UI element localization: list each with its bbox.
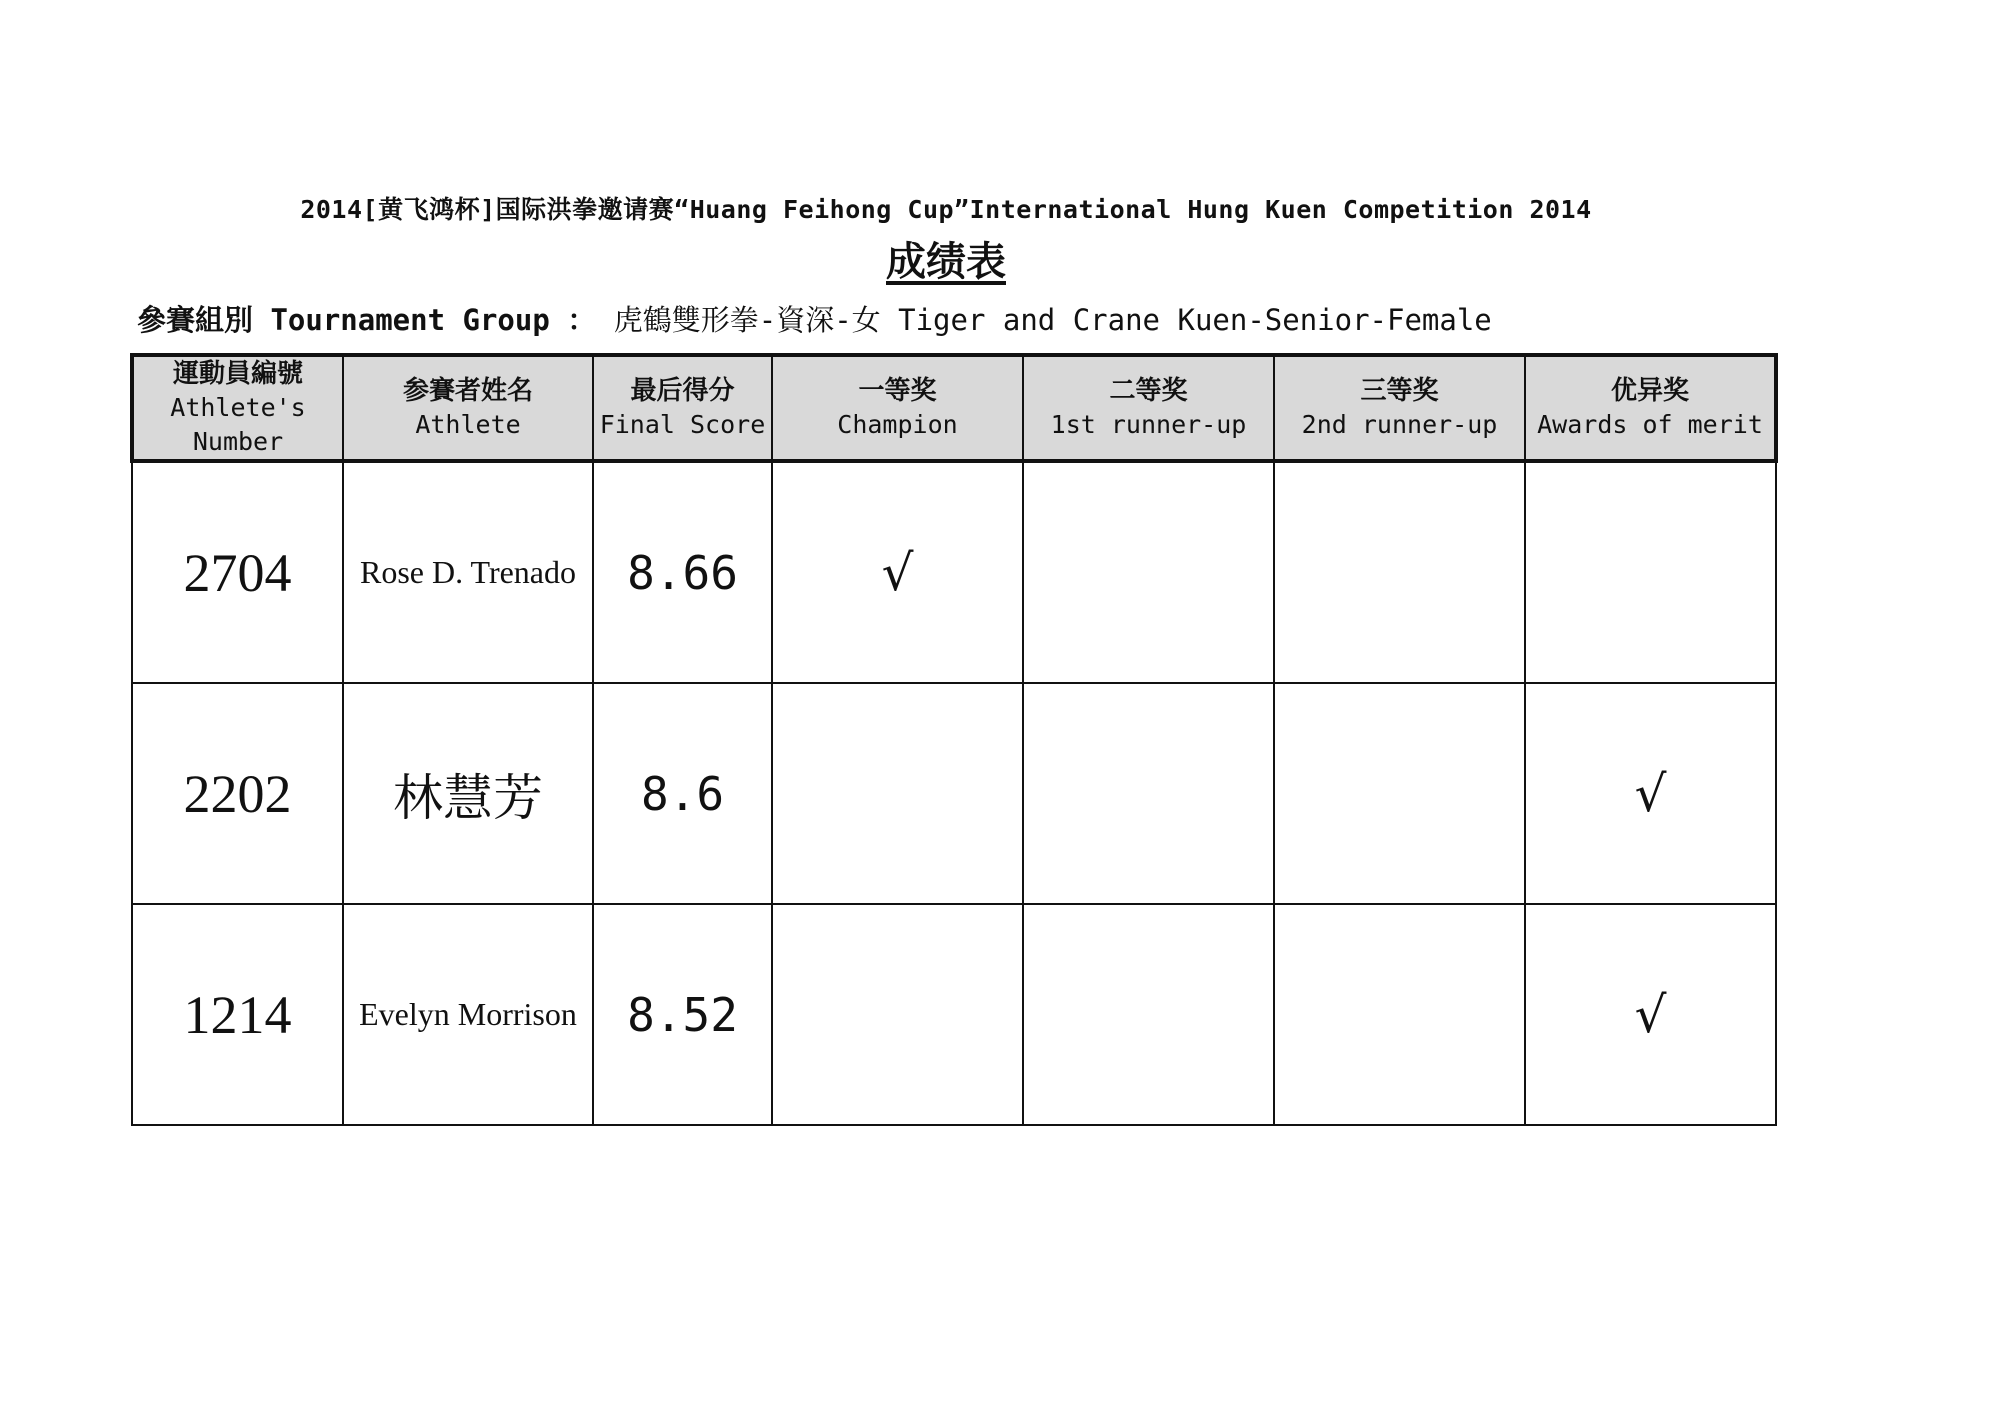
champion-check-cell: √ xyxy=(772,461,1023,683)
champion-check-cell xyxy=(772,904,1023,1125)
header-1st-runner-up xyxy=(1023,355,1274,461)
header-cn: 优异奖 xyxy=(1610,376,1689,406)
table-row xyxy=(132,461,1776,683)
runner-up-1-cell xyxy=(1023,683,1274,904)
final-score-cell: 8.6 xyxy=(593,683,772,904)
header-athlete xyxy=(343,355,593,461)
athlete-number-cell: 1214 xyxy=(132,904,343,1125)
header-cn: 三等奖 xyxy=(1360,376,1439,406)
header-final-score xyxy=(593,355,772,461)
results-table xyxy=(130,353,1778,1126)
header-en: Athlete xyxy=(415,410,521,439)
tournament-group xyxy=(137,298,1492,339)
athlete-number-cell: 2202 xyxy=(132,683,343,904)
document-subtitle: 成绩表 xyxy=(886,239,1006,285)
runner-up-1-cell xyxy=(1023,904,1274,1125)
header-cn: 最后得分 xyxy=(630,376,735,406)
header-en: Final Score xyxy=(599,410,766,439)
header-cn: 運動員編號 xyxy=(172,359,303,389)
athlete-name-cell: Evelyn Morrison xyxy=(343,904,593,1125)
runner-up-2-cell xyxy=(1274,904,1525,1125)
runner-up-2-cell xyxy=(1274,683,1525,904)
runner-up-2-cell xyxy=(1274,461,1525,683)
tournament-group-label: 參賽組別 Tournament Group ： xyxy=(137,303,597,337)
header-cn: 参賽者姓名 xyxy=(402,376,533,406)
final-score-cell: 8.66 xyxy=(593,461,772,683)
athlete-number-cell: 2704 xyxy=(132,461,343,683)
header-en: 1st runner-up xyxy=(1050,410,1247,439)
merit-check-cell xyxy=(1525,461,1776,683)
header-2nd-runner-up xyxy=(1274,355,1525,461)
header-en: Champion xyxy=(837,410,958,439)
header-cn: 一等奖 xyxy=(858,376,937,406)
merit-check-cell: √ xyxy=(1525,904,1776,1125)
table-row xyxy=(132,904,1776,1125)
tournament-group-value: 虎鶴雙形拳-資深-女 Tiger and Crane Kuen-Senior-Female xyxy=(613,303,1492,337)
header-athlete-number xyxy=(132,355,343,461)
header-awards-of-merit xyxy=(1525,355,1776,461)
document-title: 2014[黄飞鸿杯]国际洪拳邀请赛“Huang Feihong Cup”International Hung Kuen Competition 2014 xyxy=(300,195,1592,224)
merit-check-cell: √ xyxy=(1525,683,1776,904)
header-champion xyxy=(772,355,1023,461)
header-cn: 二等奖 xyxy=(1109,376,1188,406)
table-header-row xyxy=(132,355,1776,461)
table-row xyxy=(132,683,1776,904)
header-en: 2nd runner-up xyxy=(1301,410,1498,439)
header-en: Awards of merit xyxy=(1537,410,1763,439)
header-en: Athlete's Number xyxy=(170,393,306,456)
final-score-cell: 8.52 xyxy=(593,904,772,1125)
athlete-name-cell: 林慧芳 xyxy=(343,683,593,904)
runner-up-1-cell xyxy=(1023,461,1274,683)
athlete-name-cell: Rose D. Trenado xyxy=(343,461,593,683)
champion-check-cell xyxy=(772,683,1023,904)
